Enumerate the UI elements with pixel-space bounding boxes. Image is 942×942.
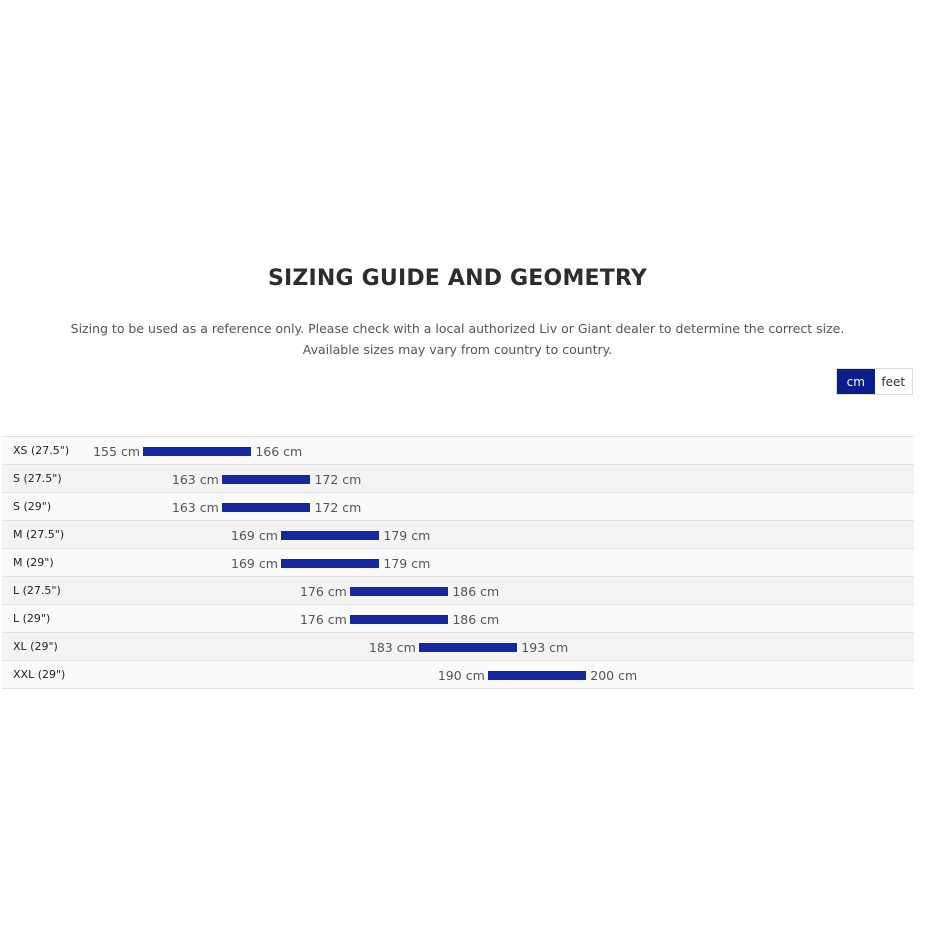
max-height-label: 186 cm [452, 612, 500, 627]
min-height-label: 163 cm [171, 500, 219, 515]
unit-toggle [836, 368, 913, 395]
height-range-bar [350, 587, 449, 596]
height-range-bar [419, 643, 518, 652]
size-row [2, 604, 914, 632]
max-height-label: 186 cm [452, 584, 500, 599]
max-height-label: 172 cm [314, 472, 362, 487]
page-title: SIZING GUIDE AND GEOMETRY [267, 266, 648, 291]
height-range-bar [222, 503, 311, 512]
size-label: S (29") [13, 500, 52, 513]
subtitle-line-1: Sizing to be used as a reference only. Please check with a local authorized Liv or Giant dealer to determine the correct size. [70, 321, 845, 336]
size-row [2, 520, 914, 548]
max-height-label: 179 cm [383, 528, 431, 543]
max-height-label: 193 cm [521, 640, 569, 655]
size-row [2, 576, 914, 604]
size-range-chart [2, 436, 914, 689]
subtitle-line-2: Available sizes may vary from country to country. [302, 342, 613, 357]
size-label: XXL (29") [13, 668, 66, 681]
size-label: XS (27.5") [13, 444, 70, 457]
size-row [2, 548, 914, 576]
min-height-label: 176 cm [299, 612, 347, 627]
min-height-label: 169 cm [231, 528, 278, 543]
size-row [2, 660, 914, 689]
height-range-bar [350, 615, 449, 624]
min-height-label: 190 cm [437, 668, 485, 683]
min-height-label: 155 cm [93, 444, 140, 459]
min-height-label: 183 cm [368, 640, 416, 655]
height-range-bar [222, 475, 311, 484]
height-range-bar [281, 559, 380, 568]
height-range-bar [281, 531, 380, 540]
max-height-label: 200 cm [590, 668, 638, 683]
max-height-label: 166 cm [255, 444, 303, 459]
size-label: XL (29") [13, 640, 58, 653]
size-row [2, 464, 914, 492]
max-height-label: 179 cm [383, 556, 431, 571]
min-height-label: 176 cm [299, 584, 347, 599]
height-range-bar [143, 447, 251, 456]
size-label: L (27.5") [13, 584, 61, 597]
height-range-bar [488, 671, 587, 680]
size-row [2, 492, 914, 520]
unit-feet-button[interactable]: feet [875, 369, 913, 394]
size-label: M (27.5") [13, 528, 65, 541]
min-height-label: 169 cm [231, 556, 278, 571]
size-label: S (27.5") [13, 472, 62, 485]
size-label: M (29") [13, 556, 54, 569]
size-row [2, 436, 914, 464]
size-label: L (29") [13, 612, 51, 625]
min-height-label: 163 cm [171, 472, 219, 487]
size-row [2, 632, 914, 660]
unit-cm-button[interactable]: cm [837, 369, 875, 394]
max-height-label: 172 cm [314, 500, 362, 515]
